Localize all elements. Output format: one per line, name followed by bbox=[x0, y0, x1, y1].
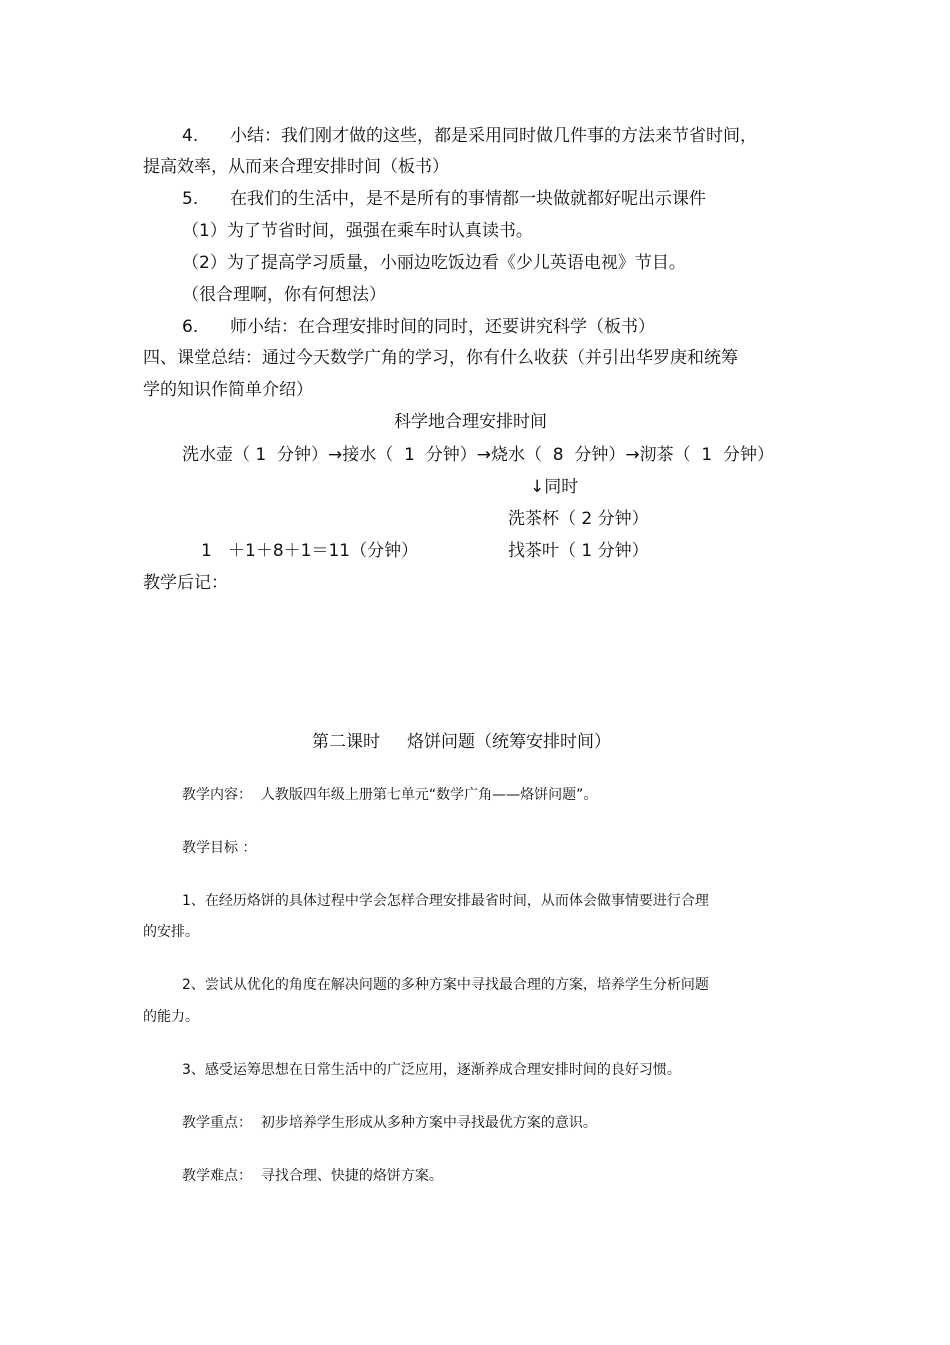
example-1: （1）为了节省时间，强强在乘车时认真读书。 bbox=[182, 221, 533, 241]
item-4-number: 4. bbox=[182, 126, 199, 146]
goal-1-line-2: 的安排。 bbox=[143, 924, 199, 940]
goal-2-line-2: 的能力。 bbox=[143, 1009, 199, 1025]
summary-line-2: 学的知识作简单介绍） bbox=[143, 380, 313, 400]
teaching-difficulty: 教学难点： 寻找合理、快捷的烙饼方案。 bbox=[182, 1168, 443, 1184]
item-5-text: 在我们的生活中，是不是所有的事情都一块做就都好呢出示课件 bbox=[230, 189, 706, 209]
board-title: 科学地合理安排时间 bbox=[394, 412, 547, 432]
item-6-number: 6. bbox=[182, 317, 199, 337]
item-4-text: 小结：我们刚才做的这些，都是采用同时做几件事的方法来节省时间， bbox=[230, 126, 757, 146]
item-5-number: 5. bbox=[182, 189, 199, 209]
teaching-key-point: 教学重点： 初步培养学生形成从多种方案中寻找最优方案的意识。 bbox=[182, 1115, 597, 1131]
board-find-tea-leaves: 找茶叶（ 1 分钟） bbox=[508, 541, 649, 561]
goal-2-line-1: 2、尝试从优化的角度在解决问题的多种方案中寻找最合理的方案，培养学生分析问题 bbox=[182, 977, 709, 993]
item-4-line-2: 提高效率，从而来合理安排时间（板书） bbox=[143, 157, 449, 177]
postscript-label: 教学后记： bbox=[143, 573, 228, 593]
item-4-line-1 bbox=[182, 128, 757, 145]
item-6-text: 师小结：在合理安排时间的同时，还要讲究科学（板书） bbox=[230, 317, 655, 337]
item-5 bbox=[182, 191, 706, 208]
board-flow: 洗水壶（ 1 分钟）→接水（ 1 分钟）→烧水（ 8 分钟）→沏茶（ 1 分钟） bbox=[182, 445, 775, 465]
teaching-content: 教学内容： 人教版四年级上册第七单元“数学广角——烙饼问题”。 bbox=[182, 787, 598, 803]
teacher-note: （很合理啊，你有何想法） bbox=[182, 285, 386, 305]
lesson-2-title: 第二课时 烙饼问题（统筹安排时间） bbox=[312, 732, 612, 752]
goal-3: 3、感受运筹思想在日常生活中的广泛应用，逐渐养成合理安排时间的良好习惯。 bbox=[182, 1062, 681, 1078]
summary-line-1: 四、课堂总结：通过今天数学广角的学习，你有什么收获（并引出华罗庚和统筹 bbox=[143, 348, 738, 368]
item-6 bbox=[182, 319, 655, 336]
board-simultaneous: ↓同时 bbox=[530, 477, 579, 497]
goal-1-line-1: 1、在经历烙饼的具体过程中学会怎样合理安排最省时间，从而体会做事情要进行合理 bbox=[182, 893, 709, 909]
board-wash-cups: 洗茶杯（ 2 分钟） bbox=[508, 509, 649, 529]
teaching-goals-label: 教学目标 ： bbox=[182, 840, 257, 856]
board-calculation: 1 ＋1＋8＋1＝11（分钟） bbox=[201, 541, 419, 561]
example-2: （2）为了提高学习质量，小丽边吃饭边看《少儿英语电视》节目。 bbox=[182, 253, 686, 273]
